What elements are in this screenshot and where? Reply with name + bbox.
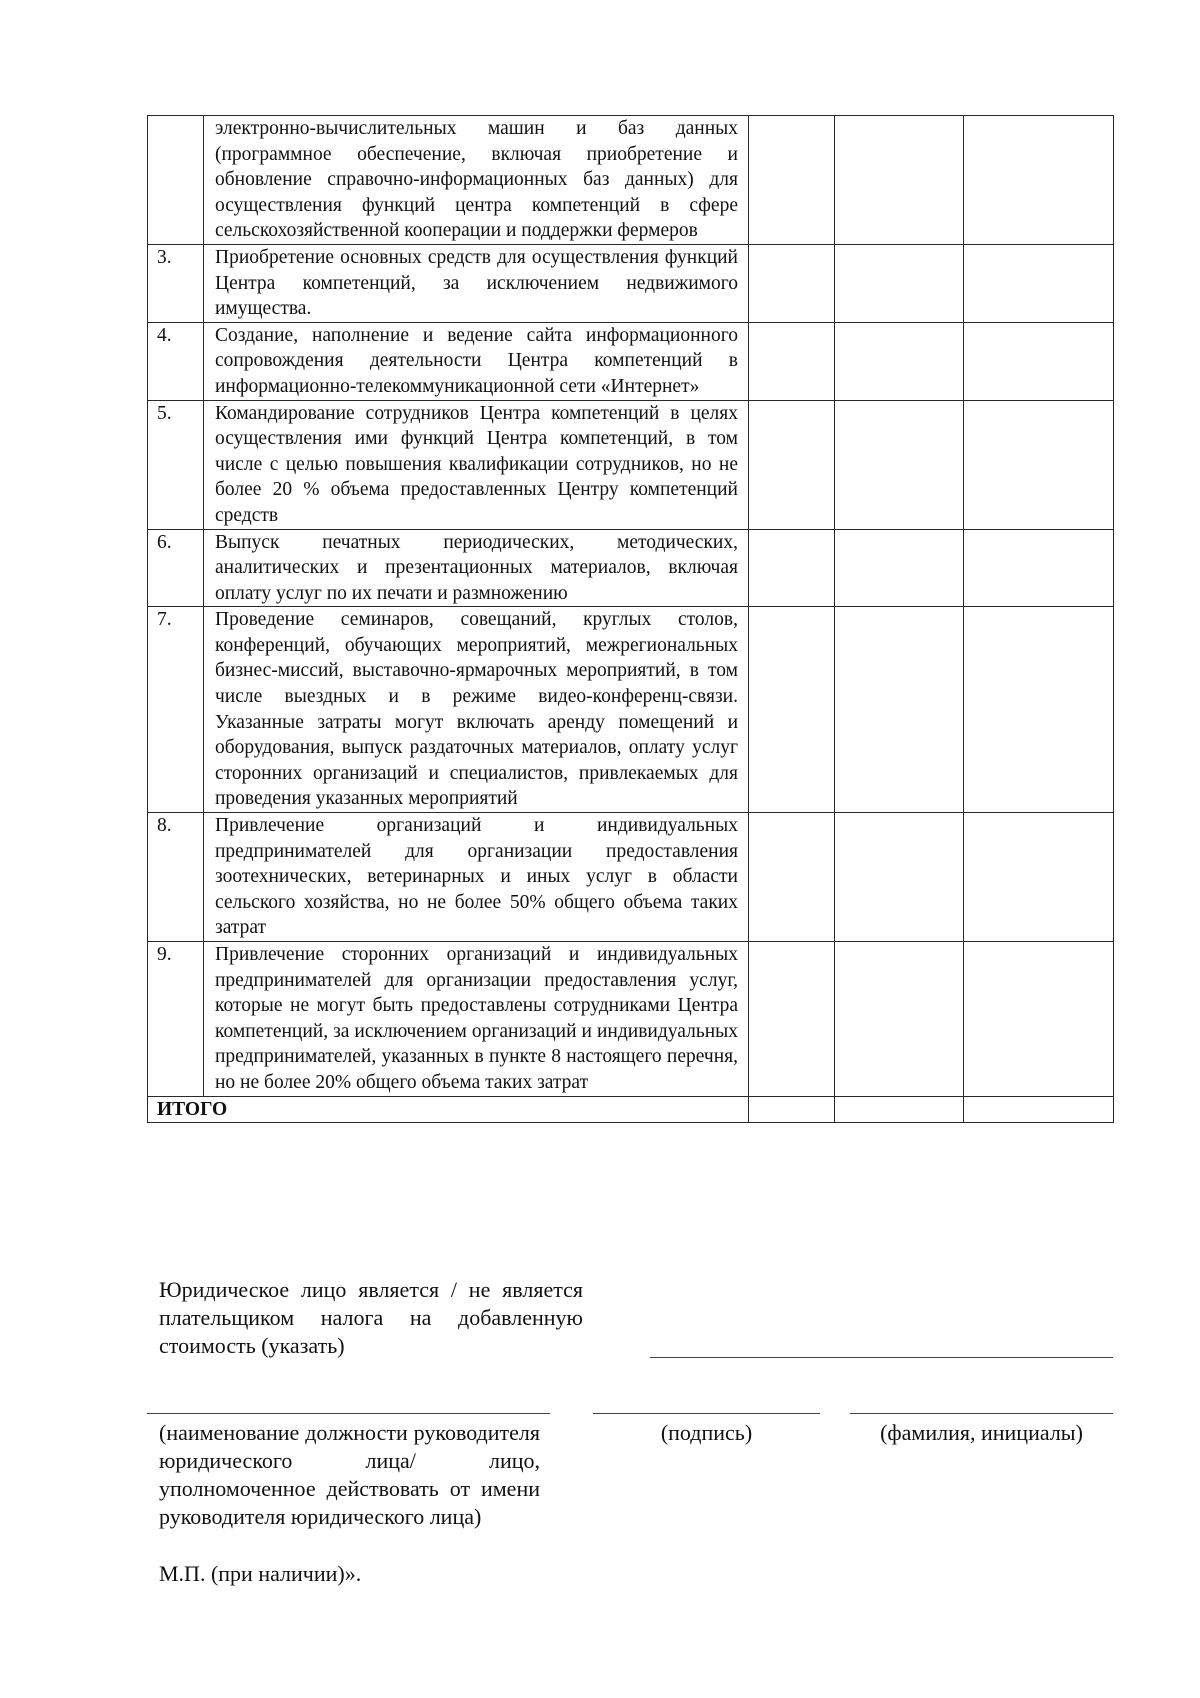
- row-number: 3.: [148, 244, 204, 322]
- amount-cell: [835, 322, 964, 400]
- amount-cell: [835, 607, 964, 813]
- row-description: Привлечение организаций и индивидуальных предпринимателей для организации предоставления зоотехнических, ветеринарных и иных услуг в области сельского хозяйства, но не более 50% общего объема таких затрат: [204, 813, 749, 942]
- stamp-note: М.П. (при наличии)».: [159, 1561, 362, 1586]
- amount-cell: [749, 116, 835, 245]
- signature-caption: (подпись): [660, 1420, 753, 1445]
- total-label: ИТОГО: [148, 1096, 749, 1123]
- amount-cell: [964, 942, 1114, 1097]
- table-row: [148, 116, 1114, 245]
- amount-cell: [964, 607, 1114, 813]
- row-description: Создание, наполнение и ведение сайта информационного сопровождения деятельности Центра компетенций в информационно-телекоммуникационной сети «Интернет»: [204, 322, 749, 400]
- amount-cell: [749, 244, 835, 322]
- amount-cell: [749, 322, 835, 400]
- amount-cell: [835, 1096, 964, 1123]
- table-row: [148, 529, 1114, 607]
- amount-cell: [835, 116, 964, 245]
- total-row: [148, 1096, 1114, 1123]
- table-row: [148, 322, 1114, 400]
- amount-cell: [964, 813, 1114, 942]
- row-number: 4.: [148, 322, 204, 400]
- signature-line[interactable]: [593, 1413, 820, 1414]
- row-description: Командирование сотрудников Центра компетенций в целях осуществления ими функций Центра компетенций, в том числе с целью повышения квалификации сотрудников, но не более 20 % объема предоставленных Центру компетенций средств: [204, 400, 749, 529]
- row-number: 5.: [148, 400, 204, 529]
- amount-cell: [835, 813, 964, 942]
- row-description: Проведение семинаров, совещаний, круглых столов, конференций, обучающих мероприятий, межрегиональных бизнес-миссий, выставочно-ярмарочных мероприятий, в том числе выездных и в режиме видео-конференц-связи. Указанные затраты могут включать аренду помещений и оборудования, выпуск раздаточных материалов, оплату услуг сторонних организаций и специалистов, привлекаемых для проведения указанных мероприятий: [204, 607, 749, 813]
- amount-cell: [964, 400, 1114, 529]
- amount-cell: [749, 607, 835, 813]
- table-row: [148, 400, 1114, 529]
- amount-cell: [749, 1096, 835, 1123]
- row-description: электронно-вычислительных машин и баз данных (программное обеспечение, включая приобретение и обновление справочно-информационных баз данных) для осуществления функций центра компетенций в сфере сельскохозяйственной кооперации и поддержки фермеров: [204, 116, 749, 245]
- amount-cell: [835, 400, 964, 529]
- vat-answer-line[interactable]: [650, 1357, 1113, 1358]
- amount-cell: [749, 942, 835, 1097]
- row-number: 9.: [148, 942, 204, 1097]
- row-number: 8.: [148, 813, 204, 942]
- position-caption: (наименование должности руководителя юридического лица/ лицо, уполномоченное действовать от имени руководителя юридического лица): [159, 1420, 540, 1529]
- row-number: 6.: [148, 529, 204, 607]
- row-number: 7.: [148, 607, 204, 813]
- amount-cell: [964, 322, 1114, 400]
- name-signature-line[interactable]: [850, 1413, 1113, 1414]
- name-caption: (фамилия, инициалы): [880, 1420, 1083, 1445]
- amount-cell: [964, 116, 1114, 245]
- position-signature-line[interactable]: [147, 1413, 550, 1414]
- amount-cell: [749, 813, 835, 942]
- table-row: [148, 607, 1114, 813]
- vat-statement: Юридическое лицо является / не является плательщиком налога на добавленную стоимость (указать): [159, 1277, 583, 1358]
- row-description: Приобретение основных средств для осуществления функций Центра компетенций, за исключением недвижимого имущества.: [204, 244, 749, 322]
- table-row: [148, 813, 1114, 942]
- amount-cell: [835, 942, 964, 1097]
- row-number: [148, 116, 204, 245]
- amount-cell: [964, 1096, 1114, 1123]
- amount-cell: [749, 400, 835, 529]
- cost-items-table: [147, 115, 1114, 1123]
- table-row: [148, 244, 1114, 322]
- amount-cell: [835, 529, 964, 607]
- table-row: [148, 942, 1114, 1097]
- amount-cell: [964, 244, 1114, 322]
- row-description: Привлечение сторонних организаций и индивидуальных предпринимателей для организации предоставления услуг, которые не могут быть предоставлены сотрудниками Центра компетенций, за исключением организаций и индивидуальных предпринимателей, указанных в пункте 8 настоящего перечня, но не более 20% общего объема таких затрат: [204, 942, 749, 1097]
- amount-cell: [835, 244, 964, 322]
- amount-cell: [964, 529, 1114, 607]
- row-description: Выпуск печатных периодических, методических, аналитических и презентационных материалов, включая оплату услуг по их печати и размножению: [204, 529, 749, 607]
- amount-cell: [749, 529, 835, 607]
